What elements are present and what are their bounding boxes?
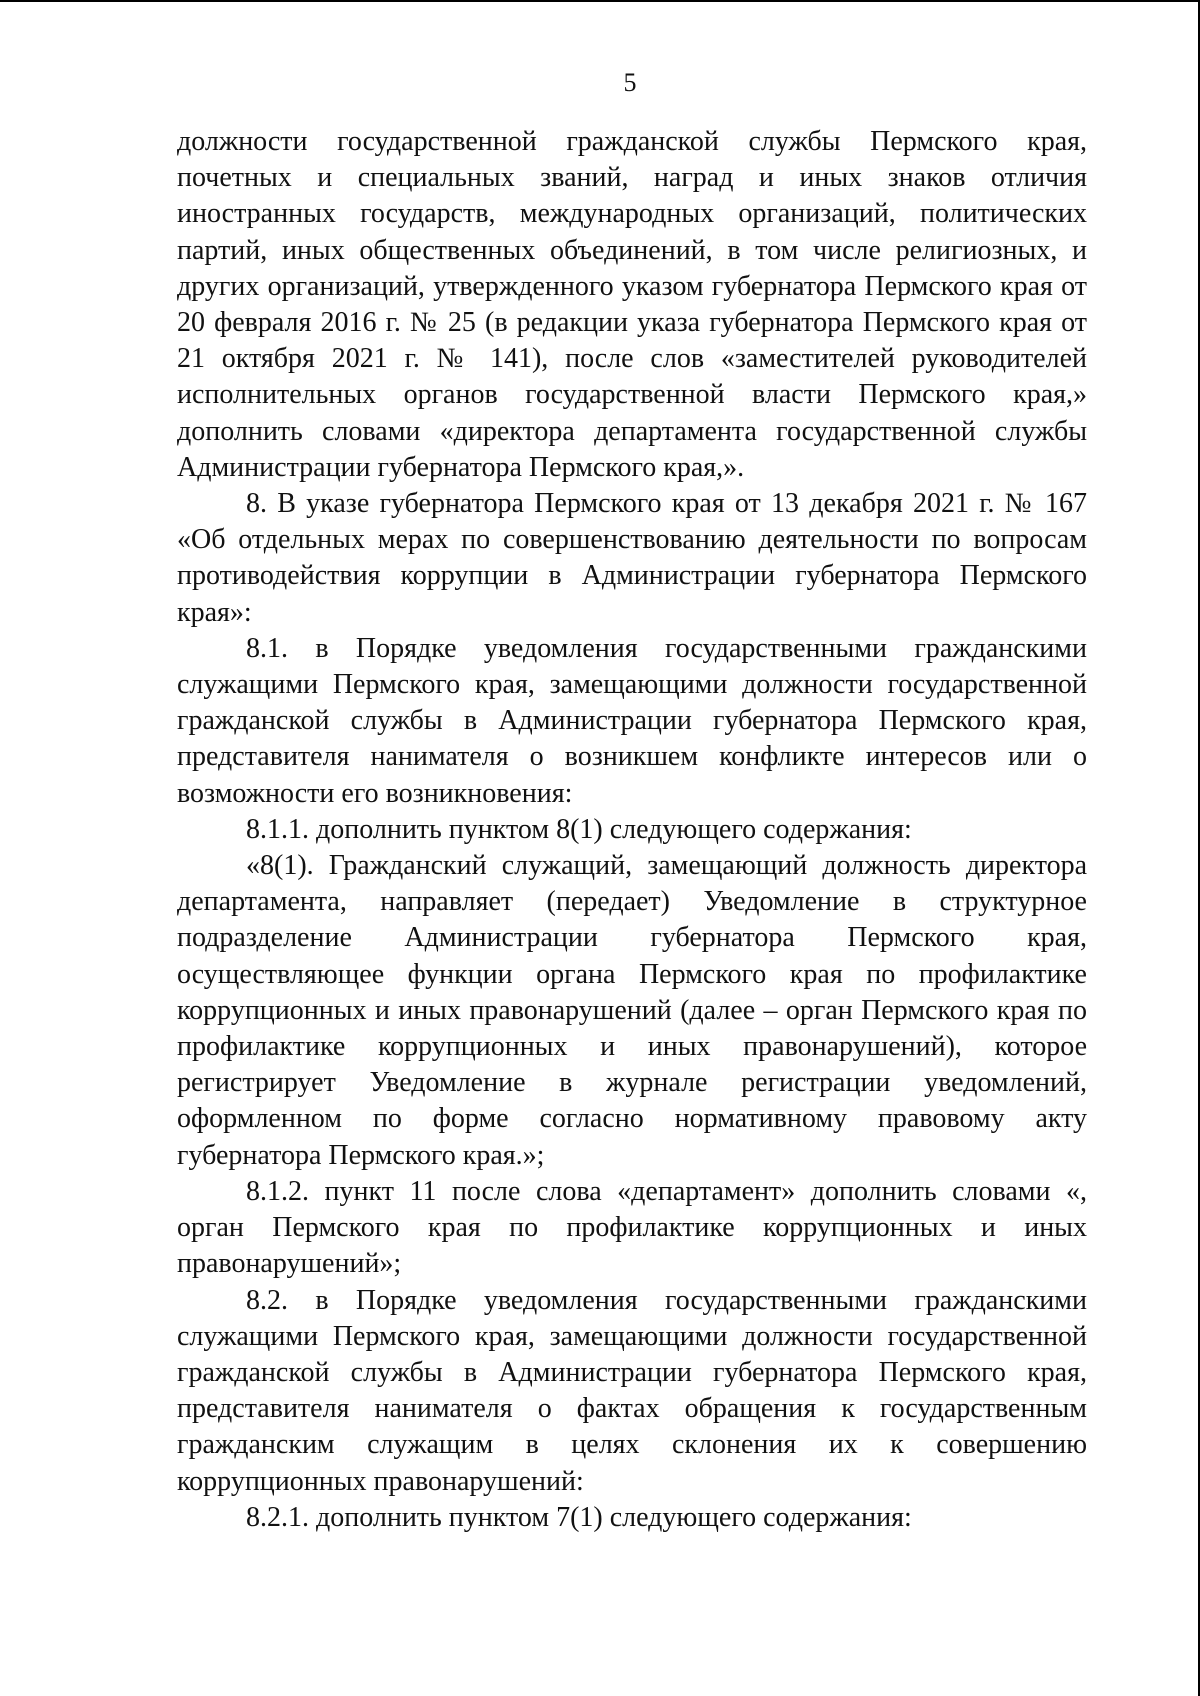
paragraph-item-8-1: 8.1. в Порядке уведомления государственными гражданскими служащими Пермского края, замещающими должности государственной гражданской службы в Администрации губернатора Пермского края, представителя нанимателя о возникшем конфликте интересов или о возможности его возникновения: xyxy=(177,632,1087,809)
paragraph-item-8-2: 8.2. в Порядке уведомления государственными гражданскими служащими Пермского края, замещающими должности государственной гражданской службы в Администрации губернатора Пермского края, представителя нанимателя о фактах обращения к государственным гражданским служащим в целях склонения их к совершению коррупционных правонарушений: xyxy=(177,1284,1087,1497)
paragraph-continuation: должности государственной гражданской службы Пермского края, почетных и специальных званий, наград и иных знаков отличия иностранных государств, международных организаций, политических партий, иных общественных объединений, в том числе религиозных, и других организаций, утвержденного указом губернатора Пермского края от 20 февраля 2016 г. № 25 (в редакции указа губернатора Пермского края от 21 октября 2021 г. № 141), после слов «заместителей руководителей исполнительных органов государственной власти Пермского края,» дополнить словами «директора департамента государственной службы Администрации губернатора Пермского края,». xyxy=(177,126,1087,483)
paragraph-item-8-1-1: 8.1.1. дополнить пунктом 8(1) следующего содержания: xyxy=(246,813,912,845)
paragraph-item-8: 8. В указе губернатора Пермского края от 13 декабря 2021 г. № 167 «Об отдельных мерах по совершенствованию деятельности по вопросам противодействия коррупции в Администрации губернатора Пермского края»: xyxy=(177,488,1087,628)
page-number: 5 xyxy=(623,68,637,97)
paragraph-item-8-2-1: 8.2.1. дополнить пунктом 7(1) следующего содержания: xyxy=(246,1501,912,1533)
paragraph-quote-8-1: «8(1). Гражданский служащий, замещающий должность директора департамента, направляет (передает) Уведомление в структурное подразделение Администрации губернатора Пермского края, осуществляющее функции органа Пермского края по профилактике коррупционных и иных правонарушений (далее – орган Пермского края по профилактике коррупционных и иных правонарушений), которое регистрирует Уведомление в журнале регистрации уведомлений, оформленном по форме согласно нормативному правовому акту губернатора Пермского края.»; xyxy=(177,850,1087,1171)
paragraph-item-8-1-2: 8.1.2. пункт 11 после слова «департамент» дополнить словами «, орган Пермского края по профилактике коррупционных и иных правонарушений»; xyxy=(177,1175,1087,1280)
document-body xyxy=(177,124,1087,1536)
